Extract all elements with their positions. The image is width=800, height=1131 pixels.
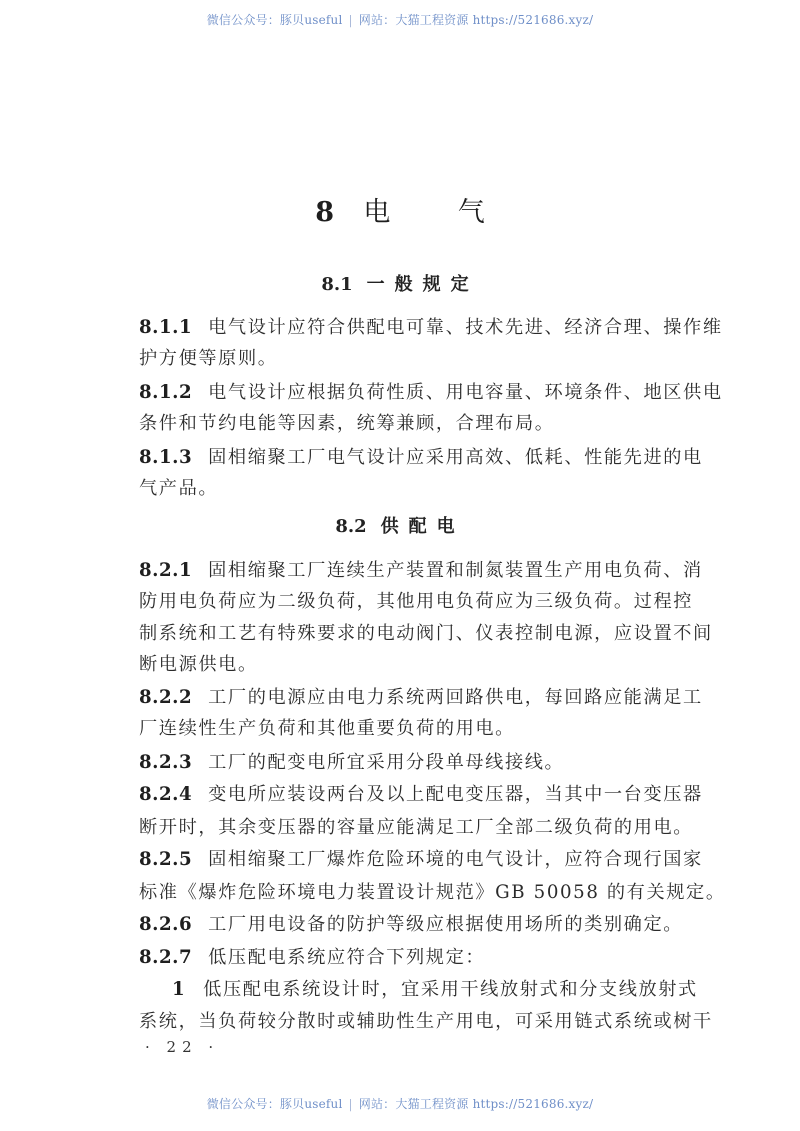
clause-line [139, 623, 713, 645]
clause-number: 8.2.2 [139, 687, 193, 708]
clause-text: 条件和节约电能等因素，统筹兼顾，合理布局。 [139, 413, 555, 434]
clause-text: 厂连续性生产负荷和其他重要负荷的用电。 [139, 718, 515, 739]
clause-line [139, 560, 703, 582]
clause-number: 8.2.5 [139, 849, 193, 870]
clause-number: 8.2.6 [139, 914, 193, 935]
clause-number: 8.2.3 [139, 752, 193, 773]
clause-text: 护方便等原则。 [139, 348, 278, 369]
clause-text: 工厂的配变电所宜采用分段单母线接线。 [208, 752, 565, 773]
clause-text: 电气设计应根据负荷性质、用电容量、环境条件、地区供电 [208, 382, 723, 403]
clause-text: 系统，当负荷较分散时或辅助性生产用电，可采用链式系统或树干 [139, 1011, 713, 1032]
clause-line [139, 591, 699, 613]
clause-line [139, 849, 703, 871]
clause-number: 8.1.2 [139, 382, 193, 403]
clause-line [139, 1011, 713, 1033]
clause-text: 断电源供电。 [139, 654, 258, 675]
clause-line [139, 947, 699, 969]
clause-line [139, 447, 703, 469]
clause-text: 变电所应装设两台及以上配电变压器，当其中一台变压器 [208, 784, 703, 805]
watermark-separator: | [348, 13, 353, 27]
page-number: · 22 · [145, 1038, 220, 1056]
clause-text: 电气设计应符合供配电可靠、技术先进、经济合理、操作维 [208, 317, 723, 338]
clause-line [139, 817, 699, 839]
list-item-number: 1 [172, 979, 186, 1000]
clause-number: 8.2.4 [139, 784, 193, 805]
clause-text: 低压配电系统设计时，宜采用干线放射式和分支线放射式 [203, 979, 698, 1000]
clause-line [139, 687, 703, 709]
section-title: 供配电 [380, 516, 465, 537]
section-number: 8.1 [321, 274, 353, 295]
watermark-header [0, 11, 800, 28]
clause-text: 气产品。 [139, 478, 219, 499]
clause-text: 标准《爆炸危险环境电力装置设计规范》GB 50058 的有关规定。 [139, 882, 726, 903]
list-item-line [172, 979, 732, 1001]
watermark-separator: | [348, 1097, 353, 1111]
clause-line [139, 882, 726, 904]
watermark-footer [0, 1095, 800, 1112]
clause-text: 防用电负荷应为二级负荷，其他用电负荷应为三级负荷。过程控 [139, 591, 694, 612]
clause-text: 低压配电系统应符合下列规定： [208, 947, 486, 968]
clause-text: 固相缩聚工厂电气设计应采用高效、低耗、性能先进的电 [208, 447, 703, 468]
clause-number: 8.2.1 [139, 560, 193, 581]
section-number: 8.2 [335, 516, 367, 537]
clause-text: 固相缩聚工厂连续生产装置和制氮装置生产用电负荷、消 [208, 560, 703, 581]
chapter-title-char-1: 电 [363, 197, 391, 228]
clause-line [139, 317, 723, 339]
clause-text: 固相缩聚工厂爆炸危险环境的电气设计，应符合现行国家 [208, 849, 703, 870]
clause-line [139, 914, 699, 936]
clause-number: 8.1.1 [139, 317, 193, 338]
section-heading-8-2 [0, 512, 800, 538]
watermark-website: 网站：大猫工程资源 https://521686.xyz/ [358, 13, 594, 27]
chapter-title-char-2: 气 [457, 197, 485, 228]
clause-line [139, 752, 699, 774]
chapter-number: 8 [315, 197, 334, 228]
clause-line [139, 382, 723, 404]
clause-line [139, 784, 703, 806]
section-heading-8-1 [0, 270, 800, 296]
watermark-wechat: 微信公众号：豚贝useful [206, 1097, 343, 1111]
clause-text: 断开时，其余变压器的容量应能满足工厂全部二级负荷的用电。 [139, 817, 694, 838]
clause-line [139, 654, 699, 676]
clause-text: 工厂用电设备的防护等级应根据使用场所的类别确定。 [208, 914, 684, 935]
clause-line [139, 413, 699, 435]
watermark-website: 网站：大猫工程资源 https://521686.xyz/ [358, 1097, 594, 1111]
chapter-title [0, 190, 800, 229]
clause-text: 工厂的电源应由电力系统两回路供电，每回路应能满足工 [208, 687, 703, 708]
section-title: 一般规定 [366, 274, 479, 295]
watermark-wechat: 微信公众号：豚贝useful [206, 13, 343, 27]
clause-number: 8.2.7 [139, 947, 193, 968]
clause-line [139, 718, 699, 740]
clause-line [139, 348, 699, 370]
clause-text: 制系统和工艺有特殊要求的电动阀门、仪表控制电源，应设置不间 [139, 623, 713, 644]
clause-number: 8.1.3 [139, 447, 193, 468]
clause-line [139, 478, 699, 500]
